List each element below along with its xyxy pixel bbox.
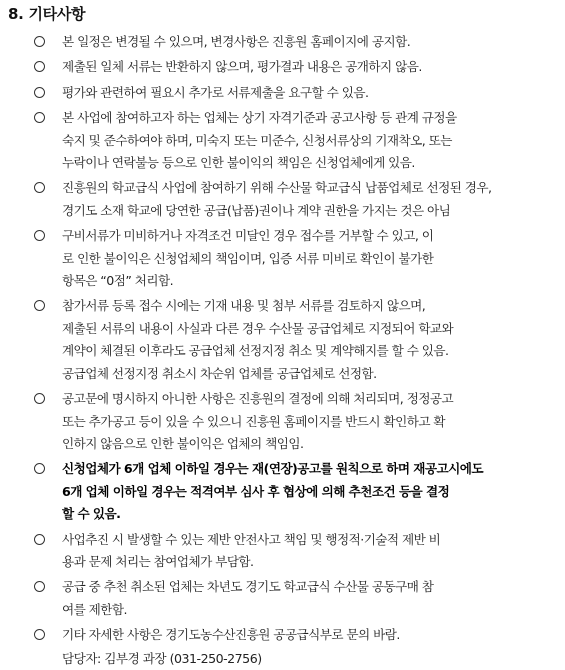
notice-item	[34, 31, 540, 53]
notice-line: 기타 자세한 사항은 경기도농수산진흥원 공공급식부로 문의 바람.	[62, 627, 400, 643]
notice-item	[34, 458, 540, 525]
circle-bullet-icon	[34, 36, 45, 47]
notice-line: 신청업체가 6개 업체 이하일 경우는 재(연장)공고를 원칙으로 하며 재공고시에도	[62, 461, 483, 477]
notice-line: 인하지 않음으로 인한 불이익은 업체의 책임임.	[62, 435, 304, 451]
circle-bullet-icon	[34, 581, 45, 592]
section-title: 8. 기타사항	[8, 5, 86, 23]
notice-item	[34, 107, 540, 174]
notice-line: 계약이 체결된 이후라도 공급업체 선정지정 취소 및 계약해지를 할 수 있음.	[62, 343, 449, 359]
notice-line: 평가와 관련하여 필요시 추가로 서류제출을 요구할 수 있음.	[62, 84, 369, 100]
notice-line: 구비서류가 미비하거나 자격조건 미달인 경우 접수를 거부할 수 있고, 이	[62, 228, 434, 244]
circle-bullet-icon	[34, 61, 45, 72]
circle-bullet-icon	[34, 182, 45, 193]
notice-line: 또는 추가공고 등이 있을 수 있으니 진흥원 홈페이지를 반드시 확인하고 확	[62, 413, 445, 429]
notice-line: 할 수 있음.	[62, 506, 121, 522]
notice-line: 6개 업체 이하일 경우는 적격여부 심사 후 협상에 의해 추천조건 등을 결정	[62, 483, 450, 499]
notice-line: 제출된 서류의 내용이 사실과 다른 경우 수산물 공급업체로 지정되어 학교와	[62, 320, 454, 336]
notice-item	[34, 388, 540, 455]
circle-bullet-icon	[34, 629, 45, 640]
notice-line: 공급 중 추천 취소된 업체는 차년도 경기도 학교급식 수산물 공동구매 참	[62, 579, 434, 595]
notice-line: 제출된 일체 서류는 반환하지 않으며, 평가결과 내용은 공개하지 않음.	[62, 59, 422, 75]
notice-line: 공고문에 명시하지 아니한 사항은 진흥원의 결정에 의해 처리되며, 정정공고	[62, 391, 454, 407]
notice-item	[34, 295, 540, 385]
circle-bullet-icon	[34, 230, 45, 241]
notice-line: 숙지 및 준수하여야 하며, 미숙지 또는 미준수, 신청서류상의 기재착오, 또는	[62, 132, 452, 148]
notice-line: 로 인한 불이익은 신청업체의 책임이며, 입증 서류 미비로 확인이 불가한	[62, 250, 434, 266]
notice-item	[34, 576, 540, 621]
notice-line: 용과 문제 처리는 참여업체가 부담함.	[62, 553, 254, 569]
notice-item	[34, 82, 540, 104]
notice-line: 본 일정은 변경될 수 있으며, 변경사항은 진흥원 홈페이지에 공지함.	[62, 34, 411, 49]
notice-list	[34, 31, 540, 670]
circle-bullet-icon	[34, 112, 45, 123]
notice-line: 사업추진 시 발생할 수 있는 제반 안전사고 책임 및 행정적·기술적 제반 비	[62, 531, 441, 547]
notice-line: 공급업체 선정지정 취소시 차순위 업체를 공급업체로 선정함.	[62, 365, 377, 381]
notice-line: 진흥원의 학교급식 사업에 참여하기 위해 수산물 학교급식 납품업체로 선정된 경우,	[62, 180, 492, 196]
contact-info: 담당자: 김부경 과장 (031-250-2756)	[62, 650, 262, 666]
notice-item	[34, 177, 540, 222]
notice-item	[34, 529, 540, 574]
notice-line: 여를 제한함.	[62, 601, 127, 617]
notice-line: 항목은 “0점” 처리함.	[62, 273, 174, 289]
notice-item	[34, 624, 540, 646]
circle-bullet-icon	[34, 463, 45, 474]
notice-item	[34, 225, 540, 292]
circle-bullet-icon	[34, 393, 45, 404]
notice-line: 본 사업에 참여하고자 하는 업체는 상기 자격기준과 공고사항 등 관계 규정을	[62, 110, 457, 126]
circle-bullet-icon	[34, 300, 45, 311]
notice-item	[34, 56, 540, 78]
notice-line: 누락이나 연락불능 등으로 인한 불이익의 책임은 신청업체에게 있음.	[62, 155, 415, 171]
notice-line: 경기도 소재 학교에 당연한 공급(납품)권이나 계약 권한을 가지는 것은 아님	[62, 202, 451, 218]
circle-bullet-icon	[34, 534, 45, 545]
notice-line: 참가서류 등록 접수 시에는 기재 내용 및 첨부 서류를 검토하지 않으며,	[62, 298, 426, 314]
circle-bullet-icon	[34, 87, 45, 98]
